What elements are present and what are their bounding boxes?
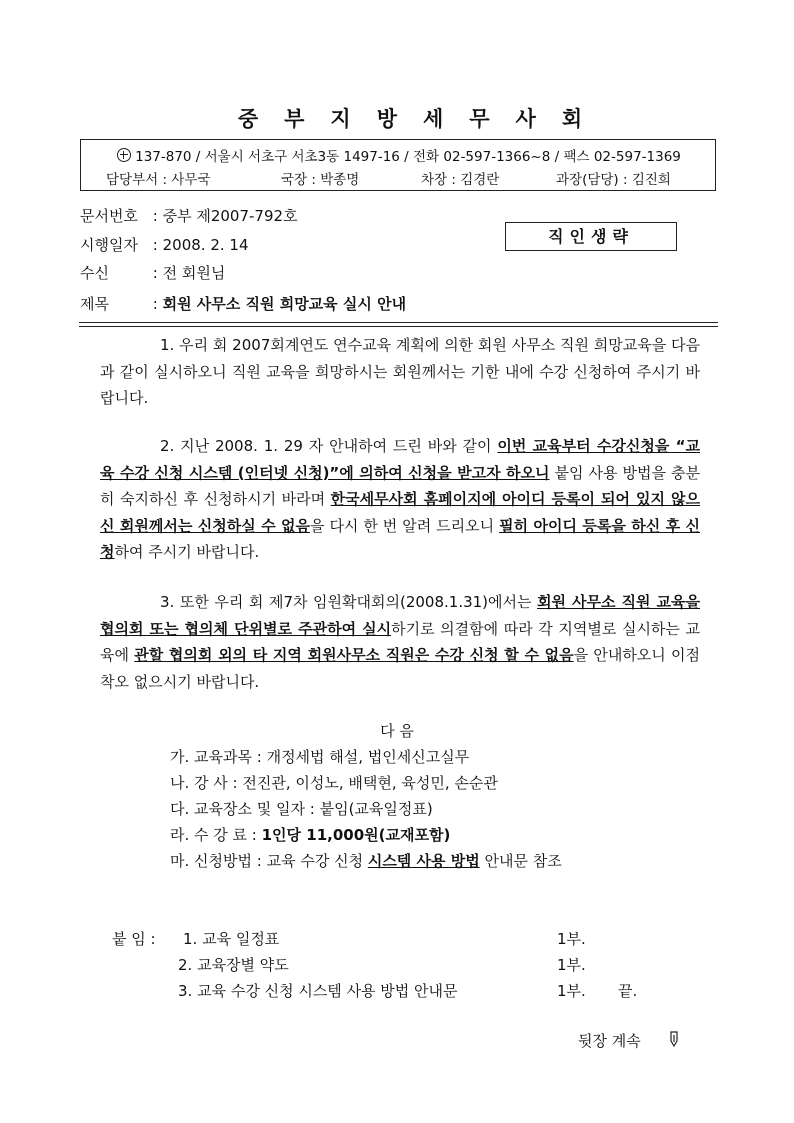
manager: 과장(담당) : 김진희 <box>556 172 671 188</box>
p2-text-a: 2. 지난 2008. 1. 29 자 안내하여 드린 바와 같이 <box>160 437 498 455</box>
subject-row: 제목 : 회원 사무소 직원 희망교육 실시 안내 <box>80 295 407 313</box>
emblem-icon <box>117 148 131 162</box>
method-text-a: 마. 신청방법 : 교육 수강 신청 <box>170 852 368 870</box>
recipient: 전 회원님 <box>162 264 226 282</box>
p2-text-c: 붙임 사용 방법을 충분히 숙지하신 후 신청하시기 바라며 <box>100 463 701 508</box>
recipient-label: 수신 <box>80 264 109 282</box>
item-lecturers: 나. 강 사 : 전진관, 이성노, 배택현, 육성민, 손순관 <box>170 774 498 792</box>
paragraph-3 <box>100 589 700 695</box>
document-number-label: 문서번호 <box>80 207 138 225</box>
p3-text-a: 3. 또한 우리 회 제7차 임원확대회의(2008.1.31)에서는 <box>160 593 538 611</box>
department: 담당부서 : 사무국 <box>106 172 211 188</box>
contact-header-box <box>80 139 716 191</box>
subject: 회원 사무소 직원 희망교육 실시 안내 <box>162 295 407 313</box>
attachment-1-count: 1부. <box>557 930 586 948</box>
item-method <box>170 850 562 871</box>
p3-emphasis-council: 회원 사무소 직원 교육을 협의회 또는 협의체 단위별로 주관하여 실시 <box>100 593 700 638</box>
issue-date: 2008. 2. 14 <box>162 236 249 254</box>
address-line <box>81 145 717 165</box>
divider-top <box>79 322 718 323</box>
fee-label: 라. 수 강 료 : <box>170 826 262 844</box>
attachment-1: 1. 교육 일정표 <box>183 930 280 948</box>
seal-omitted-box: 직인생략 <box>505 222 677 251</box>
p2-emphasis-system: 이번 교육부터 수강신청을 “교육 수강 신청 시스템 (인터넷 신청)”에 의하여 신청을 받고자 하오니 <box>100 437 700 482</box>
turn-page-icon <box>668 1030 680 1048</box>
p2-emphasis-register: 필히 아이디 등록을 하신 후 신청 <box>100 516 700 561</box>
method-emphasis: 시스템 사용 방법 <box>367 852 480 870</box>
method-text-c: 안내문 참조 <box>479 852 562 870</box>
attachment-3-count: 1부. <box>557 982 586 1000</box>
attachments-label: 붙 임 : <box>112 930 156 948</box>
document-number: 중부 제2007-792호 <box>162 207 298 225</box>
deputy-director: 차장 : 김경란 <box>421 172 500 188</box>
p3-text-e: 을 안내하오니 이점 착오 없으시기 바랍니다. <box>100 646 701 691</box>
item-fee <box>170 824 450 845</box>
attachment-3: 3. 교육 수강 신청 시스템 사용 방법 안내문 <box>178 982 458 1000</box>
end-mark: 끝. <box>618 982 638 1000</box>
attachment-2: 2. 교육장별 약도 <box>178 956 289 974</box>
issue-date-row: 시행일자 : 2008. 2. 14 <box>80 236 249 254</box>
item-subject: 가. 교육과목 : 개정세법 해설, 법인세신고실무 <box>170 748 470 766</box>
director: 국장 : 박종명 <box>281 172 360 188</box>
divider-bottom <box>79 326 718 327</box>
attachment-2-count: 1부. <box>557 956 586 974</box>
recipient-row: 수신 : 전 회원님 <box>80 264 226 282</box>
issue-date-label: 시행일자 <box>80 236 138 254</box>
document-number-row: 문서번호 : 중부 제2007-792호 <box>80 207 298 225</box>
subject-label: 제목 <box>80 295 109 313</box>
item-venue-date: 다. 교육장소 및 일자 : 붙임(교육일정표) <box>170 800 433 818</box>
continued-note: 뒷장 계속 <box>578 1032 641 1050</box>
organization-title: 중부지방세무사회 <box>237 107 609 131</box>
p2-text-e: 을 다시 한 번 알려 드리오니 <box>310 516 500 535</box>
p2-text-g: 하여 주시기 바랍니다. <box>114 543 260 561</box>
p3-emphasis-restriction: 관할 협의회 외의 타 지역 회원사무소 직원은 수강 신청 할 수 없음 <box>134 646 574 664</box>
fee-value: 1인당 11,000원(교재포함) <box>261 826 451 844</box>
paragraph-1: 1. 우리 회 2007회계연도 연수교육 계획에 의한 회원 사무소 직원 희망교육을 다음과 같이 실시하오니 직원 교육을 희망하시는 회원께서는 기한 내에 수강 신청하여 주시기 바랍니다. <box>100 336 700 407</box>
address-text: 137-870 / 서울시 서초구 서초3동 1497-16 / 전화 02-597-1366~8 / 팩스 02-597-1369 <box>135 149 681 165</box>
p3-text-c: 하기로 의결함에 따라 각 지역별로 실시하는 교육에 <box>100 619 700 664</box>
paragraph-2 <box>100 433 700 566</box>
notice-heading: 다 음 <box>380 722 414 740</box>
p2-emphasis-homepage: 한국세무사회 홈페이지에 아이디 등록이 되어 있지 않으신 회원께서는 신청하실 수 없음 <box>100 490 701 535</box>
